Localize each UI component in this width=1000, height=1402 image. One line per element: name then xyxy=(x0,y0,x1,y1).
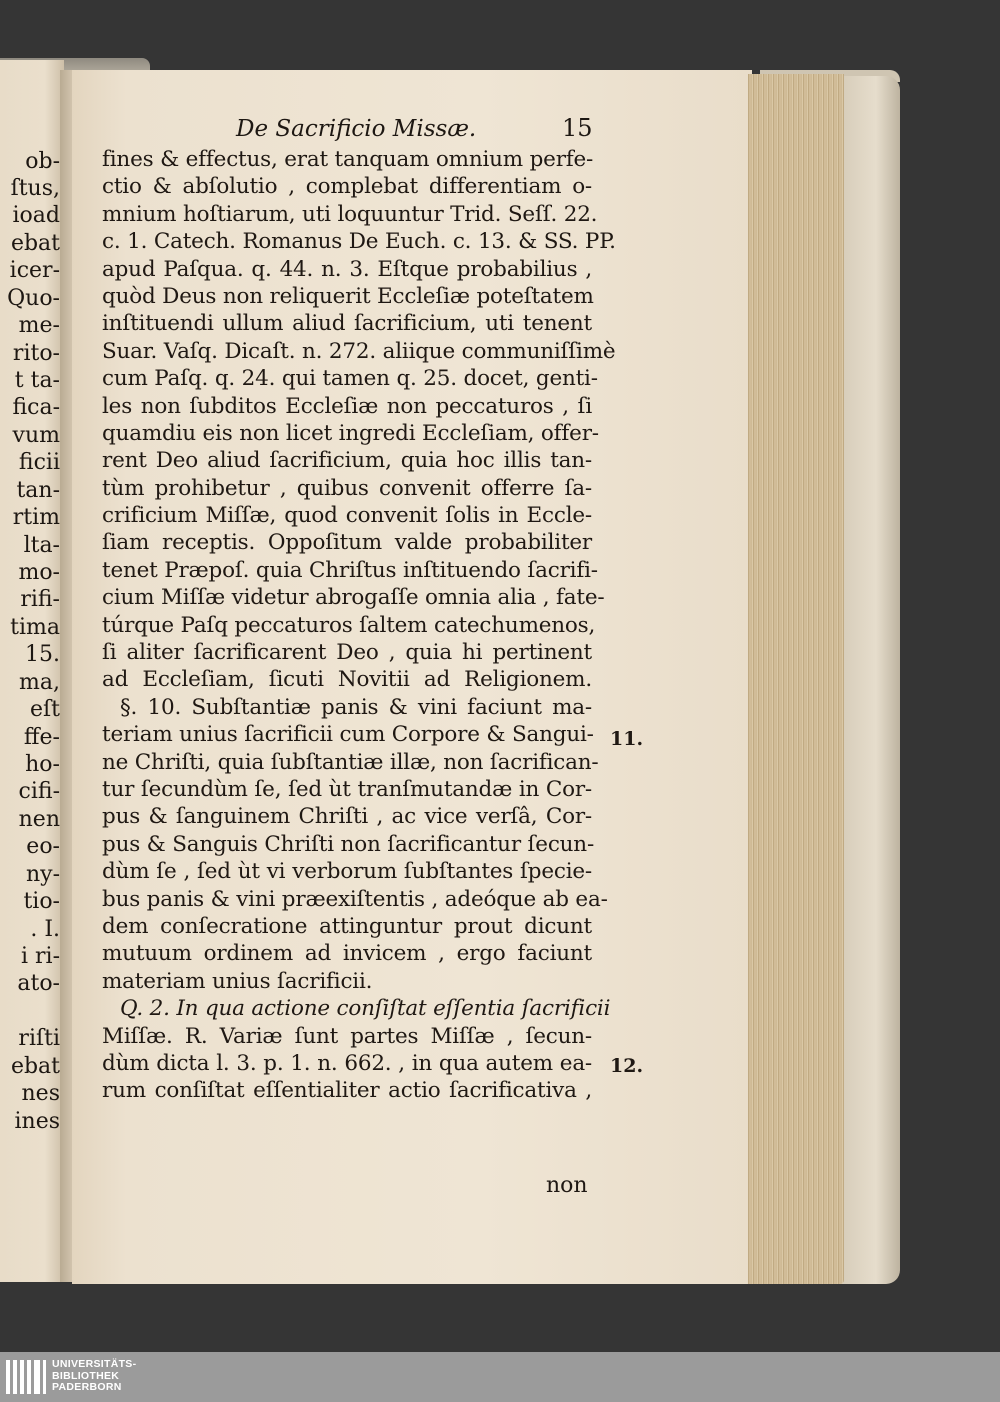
left-fragment: tima xyxy=(10,615,60,640)
left-fragment: ficii xyxy=(18,450,60,475)
left-fragment: eſt xyxy=(29,697,60,722)
logo-line: UNIVERSITÄTS- xyxy=(52,1358,137,1370)
left-fragment: ioad xyxy=(12,203,60,228)
library-logo-icon xyxy=(6,1360,46,1394)
left-fragment: vum xyxy=(12,423,60,448)
text-line: pus & ſanguinem Chriſti , ac vice verſâ, Cor- xyxy=(102,804,592,830)
left-fragment: ines xyxy=(14,1109,60,1134)
running-title: De Sacrificio Missæ. xyxy=(236,116,477,142)
text-line: c. 1. Catech. Romanus De Euch. c. 13. & SS. PP. xyxy=(102,229,616,255)
left-fragment: ny- xyxy=(25,862,60,887)
left-fragment: tio- xyxy=(23,889,60,914)
text-line: dem conſecratione attinguntur prout dicunt xyxy=(102,913,592,939)
left-fragment: ffe- xyxy=(23,725,60,750)
left-fragment: ato- xyxy=(17,971,60,996)
text-line: fines & effectus, erat tanquam omnium perfe- xyxy=(102,147,594,172)
logo-line: BIBLIOTHEK xyxy=(52,1369,120,1382)
library-footer-bar xyxy=(0,1352,1000,1402)
text-line: teriam unius ſacrificii cum Corpore & Sangui- xyxy=(102,722,594,748)
text-line: Suar. Vaſq. Dicaſt. n. 272. aliique communiſſimè xyxy=(102,338,616,364)
margin-number-12: 12. xyxy=(610,1055,644,1077)
left-facing-page xyxy=(0,60,64,1282)
left-fragment: nes xyxy=(21,1081,60,1106)
left-fragment: ob- xyxy=(25,149,60,174)
left-fragment: 15. xyxy=(25,642,60,667)
body-text xyxy=(102,146,616,1105)
left-fragment: ma, xyxy=(19,670,60,695)
left-fragment: eo- xyxy=(26,834,60,859)
text-line: Miſſæ. R. Variæ ſunt partes Miſſæ , ſecun- xyxy=(102,1023,592,1049)
text-line: mutuum ordinem ad invicem , ergo faciunt xyxy=(102,941,592,967)
text-line: rum conſiſtat eſſentialiter actio ſacrificativa , xyxy=(102,1078,592,1104)
left-fragment: nen xyxy=(18,807,60,832)
text-line: inſtituendi ullum aliud ſacrificium, uti tenent xyxy=(102,311,592,337)
book-cover-edge xyxy=(840,76,900,1284)
text-line: pus & Sanguis Chriſti non ſacrificantur ſecun- xyxy=(102,831,595,857)
left-fragment: riſti xyxy=(18,1026,60,1051)
left-fragment: i ri- xyxy=(20,944,60,969)
text-line: dùm dicta l. 3. p. 1. n. 662. , in qua autem ea- xyxy=(102,1050,592,1076)
left-fragment: tan- xyxy=(16,478,60,503)
left-fragment: icer- xyxy=(9,258,60,283)
library-logo-text xyxy=(52,1359,136,1394)
left-fragment: rito- xyxy=(12,341,60,366)
page-number: 15 xyxy=(562,114,593,142)
left-fragment: fica- xyxy=(12,395,60,420)
left-fragment: cifi- xyxy=(18,779,60,804)
text-line: cum Paſq. q. 24. qui tamen q. 25. docet, genti- xyxy=(102,366,598,392)
text-line: ne Chriſti, quia ſubſtantiæ illæ, non ſacrifican- xyxy=(102,749,599,775)
text-line: bus panis & vini præexiſtentis , adeóque ab ea- xyxy=(102,886,608,912)
text-line: ctio & abſolutio , complebat differentiam o- xyxy=(102,174,592,200)
left-fragment: me- xyxy=(18,313,60,338)
text-line: rent Deo aliud ſacrificium, quia hoc illis tan- xyxy=(102,448,592,474)
text-line: les non ſubditos Eccleſiæ non peccaturos , ſi xyxy=(102,393,592,419)
margin-number-11: 11. xyxy=(610,728,644,750)
left-fragment: lta- xyxy=(23,533,60,558)
page-block-edges xyxy=(748,74,844,1284)
text-line: tur ſecundùm ſe, ſed ùt tranſmutandæ in Cor- xyxy=(102,776,592,802)
logo-line: PADERBORN xyxy=(52,1381,122,1393)
text-line: tùm prohibetur , quibus convenit offerre ſa- xyxy=(102,475,592,501)
text-line: mnium hoſtiarum, uti loquuntur Trid. Seſſ. 22. xyxy=(102,201,598,227)
left-fragment: Quo- xyxy=(7,286,60,311)
text-line: dùm ſe , ſed ùt vi verborum ſubſtantes ſpecie- xyxy=(102,859,592,885)
left-fragment: ſtus, xyxy=(10,176,60,201)
text-line: tenet Præpoſ. quia Chriſtus inſtituendo ſacrifi- xyxy=(102,557,598,583)
left-fragment: ebat xyxy=(10,231,60,256)
text-line: quamdiu eis non licet ingredi Eccleſiam, offer- xyxy=(102,420,599,446)
text-line: materiam unius ſacrificii. xyxy=(102,968,373,994)
text-line: quòd Deus non reliquerit Eccleſiæ poteſtatem xyxy=(102,283,594,309)
left-fragment: ebat xyxy=(10,1054,60,1079)
catchword: non xyxy=(546,1173,588,1198)
text-line: ſi aliter ſacrificarent Deo , quia hi pertinent xyxy=(102,640,592,666)
left-fragment: ho- xyxy=(25,752,60,777)
text-line: ad Eccleſiam, ſicuti Novitii ad Religionem. xyxy=(102,667,592,693)
left-fragment: rifi- xyxy=(20,587,60,612)
left-fragment: t ta- xyxy=(14,368,60,393)
text-line: crificium Miſſæ, quod convenit ſolis in Eccle- xyxy=(102,503,592,529)
page-header xyxy=(100,112,600,146)
text-line: ſiam receptis. Oppoſitum valde probabiliter xyxy=(102,530,592,556)
text-line: túrque Paſq peccaturos ſaltem catechumenos, xyxy=(102,612,596,638)
left-fragment: rtim xyxy=(12,505,60,530)
question-line: Q. 2. In qua actione conſiſtat eſſentia ſacrificii xyxy=(120,996,611,1022)
text-line: cium Miſſæ videtur abrogaſſe omnia alia , fate- xyxy=(102,585,605,611)
left-fragment: . I. xyxy=(30,917,60,942)
left-fragment: mo- xyxy=(18,560,60,585)
text-line: apud Paſqua. q. 44. n. 3. Eſtque probabilius , xyxy=(102,256,592,282)
text-line: §. 10. Subſtantiæ panis & vini faciunt ma- xyxy=(120,694,592,720)
